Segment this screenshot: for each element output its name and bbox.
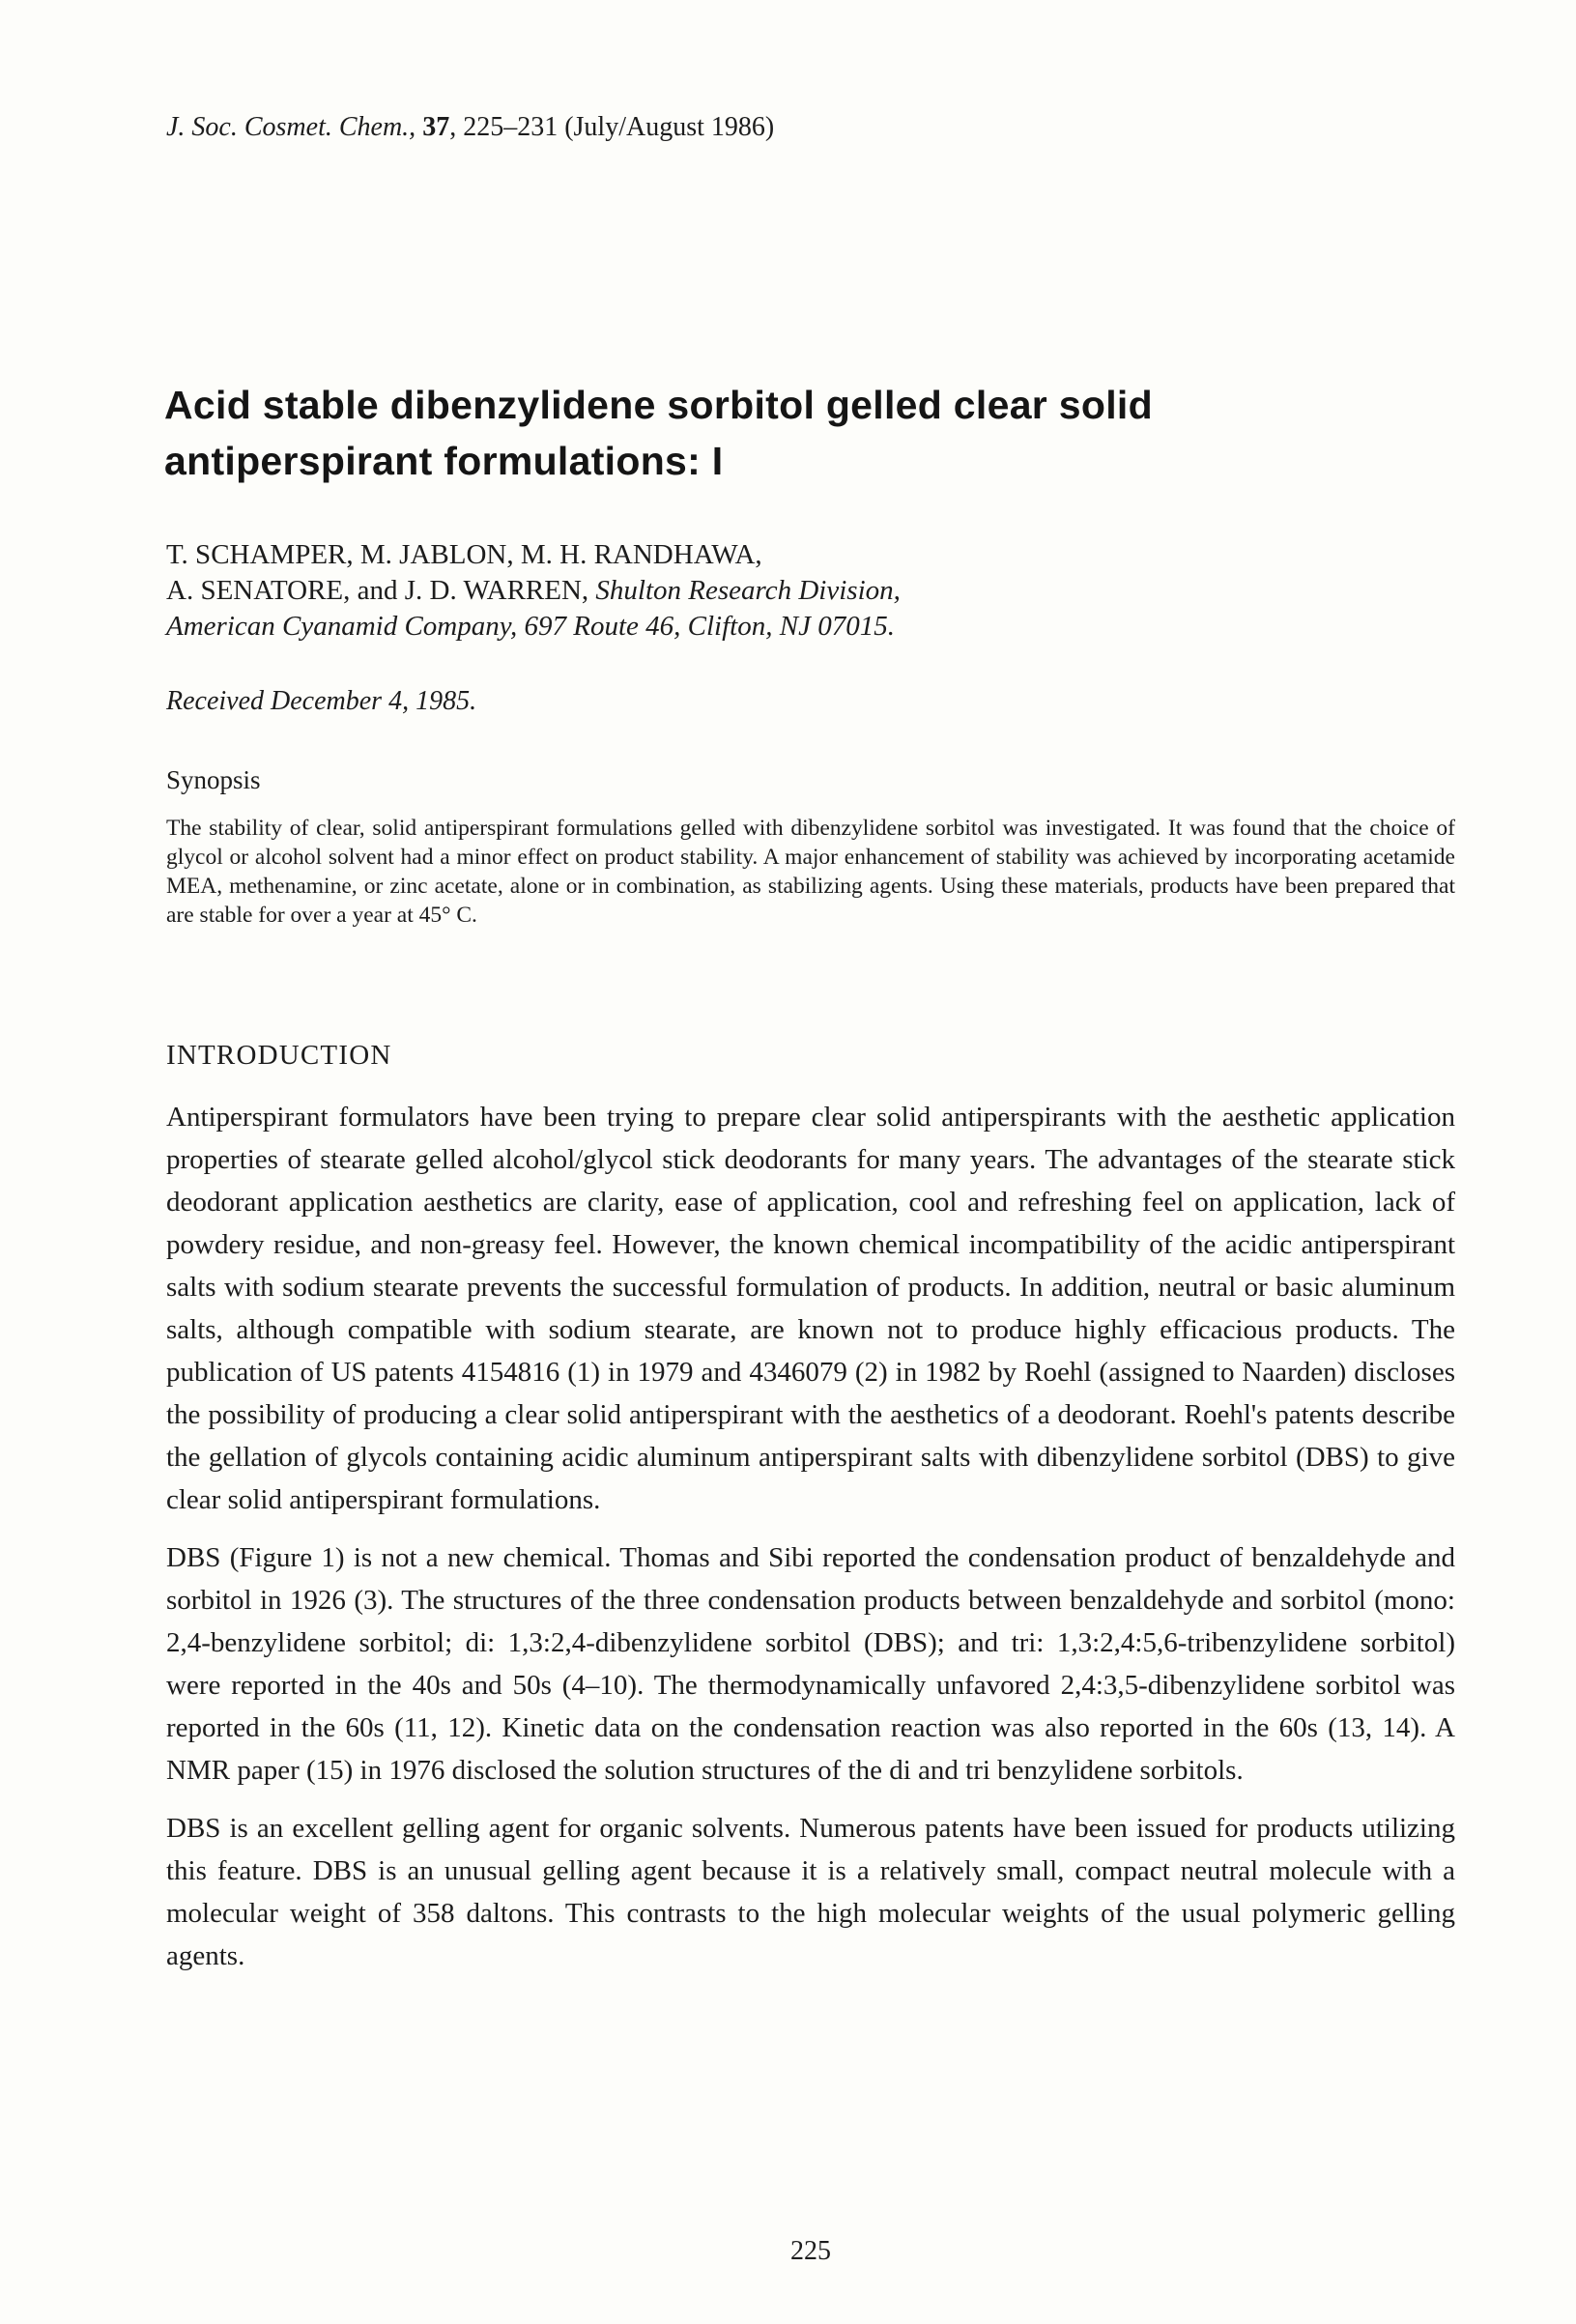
journal-pages-date: , 225–231 (July/August 1986) bbox=[449, 112, 775, 142]
introduction-body bbox=[166, 1096, 1455, 1993]
introduction-paragraph-3: DBS is an excellent gelling agent for organic solvents. Numerous patents have been issued for products utilizing this feature. DBS is an unusual gelling agent because it is a relatively small, compact neutral molecule with a molecular weight of 358 daltons. This contrasts to the high molecular weights of the usual polymeric gelling agents. bbox=[166, 1813, 1455, 1971]
journal-citation bbox=[166, 112, 774, 143]
affiliation-address: American Cyanamid Company, 697 Route 46, Clifton, NJ 07015. bbox=[166, 611, 895, 642]
article-title-line2: antiperspirant formulations: I bbox=[164, 439, 724, 483]
synopsis-heading: Synopsis bbox=[166, 765, 261, 794]
article-title-line1: Acid stable dibenzylidene sorbitol gelled clear solid bbox=[164, 383, 1153, 427]
introduction-paragraph-1: Antiperspirant formulators have been trying to prepare clear solid antiperspirants with the aesthetic application properties of stearate gelled alcohol/glycol stick deodorants for many years. The advantages of the stearate stick deodorant application aesthetics are clarity, ease of application, cool and refreshing feel on application, lack of powdery residue, and non-greasy feel. However, the known chemical incompatibility of the acidic antiperspirant salts with sodium stearate prevents the successful formulation of products. In addition, neutral or basic aluminum salts, although compatible with sodium stearate, are known not to produce highly efficacious products. The publication of US patents 4154816 (1) in 1979 and 4346079 (2) in 1982 by Roehl (assigned to Naarden) discloses the possibility of producing a clear solid antiperspirant with the aesthetics of a deodorant. Roehl's patents describe the gellation of glycols containing acidic aluminum antiperspirant salts with dibenzylidene sorbitol (DBS) to give clear solid antiperspirant formulations. bbox=[166, 1102, 1455, 1515]
introduction-paragraph-2: DBS (Figure 1) is not a new chemical. Thomas and Sibi reported the condensation product of benzaldehyde and sorbitol in 1926 (3). The structures of the three condensation products between benzaldehyde and sorbitol (mono: 2,4-benzylidene sorbitol; di: 1,3:2,4-dibenzylidene sorbitol (DBS); and tri: 1,3:2,4:5,6-tribenzylidene sorbitol) were reported in the 40s and 50s (4–10). The thermodynamically unfavored 2,4:3,5-dibenzylidene sorbitol was reported in the 60s (11, 12). Kinetic data on the condensation reaction was also reported in the 60s (13, 14). A NMR paper (15) in 1976 disclosed the solution structures of the di and tri benzylidene sorbitols. bbox=[166, 1542, 1455, 1786]
affiliation-division: Shulton Research Division, bbox=[595, 575, 901, 606]
authors-line1: T. SCHAMPER, M. JABLON, M. H. RANDHAWA, bbox=[166, 539, 762, 570]
journal-volume: 37 bbox=[422, 112, 450, 142]
authors-line2-names: A. SENATORE, and J. D. WARREN, bbox=[166, 575, 596, 606]
article-title bbox=[164, 377, 1464, 489]
journal-name: J. Soc. Cosmet. Chem., bbox=[166, 112, 423, 142]
author-block bbox=[166, 537, 1466, 645]
received-date: Received December 4, 1985. bbox=[166, 686, 477, 716]
page-number: 225 bbox=[790, 2236, 831, 2266]
authors-line2 bbox=[166, 573, 1466, 609]
introduction-heading: INTRODUCTION bbox=[166, 1040, 392, 1071]
synopsis-text: The stability of clear, solid antiperspirant formulations gelled with dibenzylidene sorbitol was investigated. It was found that the choice of glycol or alcohol solvent had a minor effect on product stability. A major enhancement of stability was achieved by incorporating acetamide MEA, methenamine, or zinc acetate, alone or in combination, as stabilizing agents. Using these materials, products have been prepared that are stable for over a year at 45° C. bbox=[166, 816, 1455, 928]
